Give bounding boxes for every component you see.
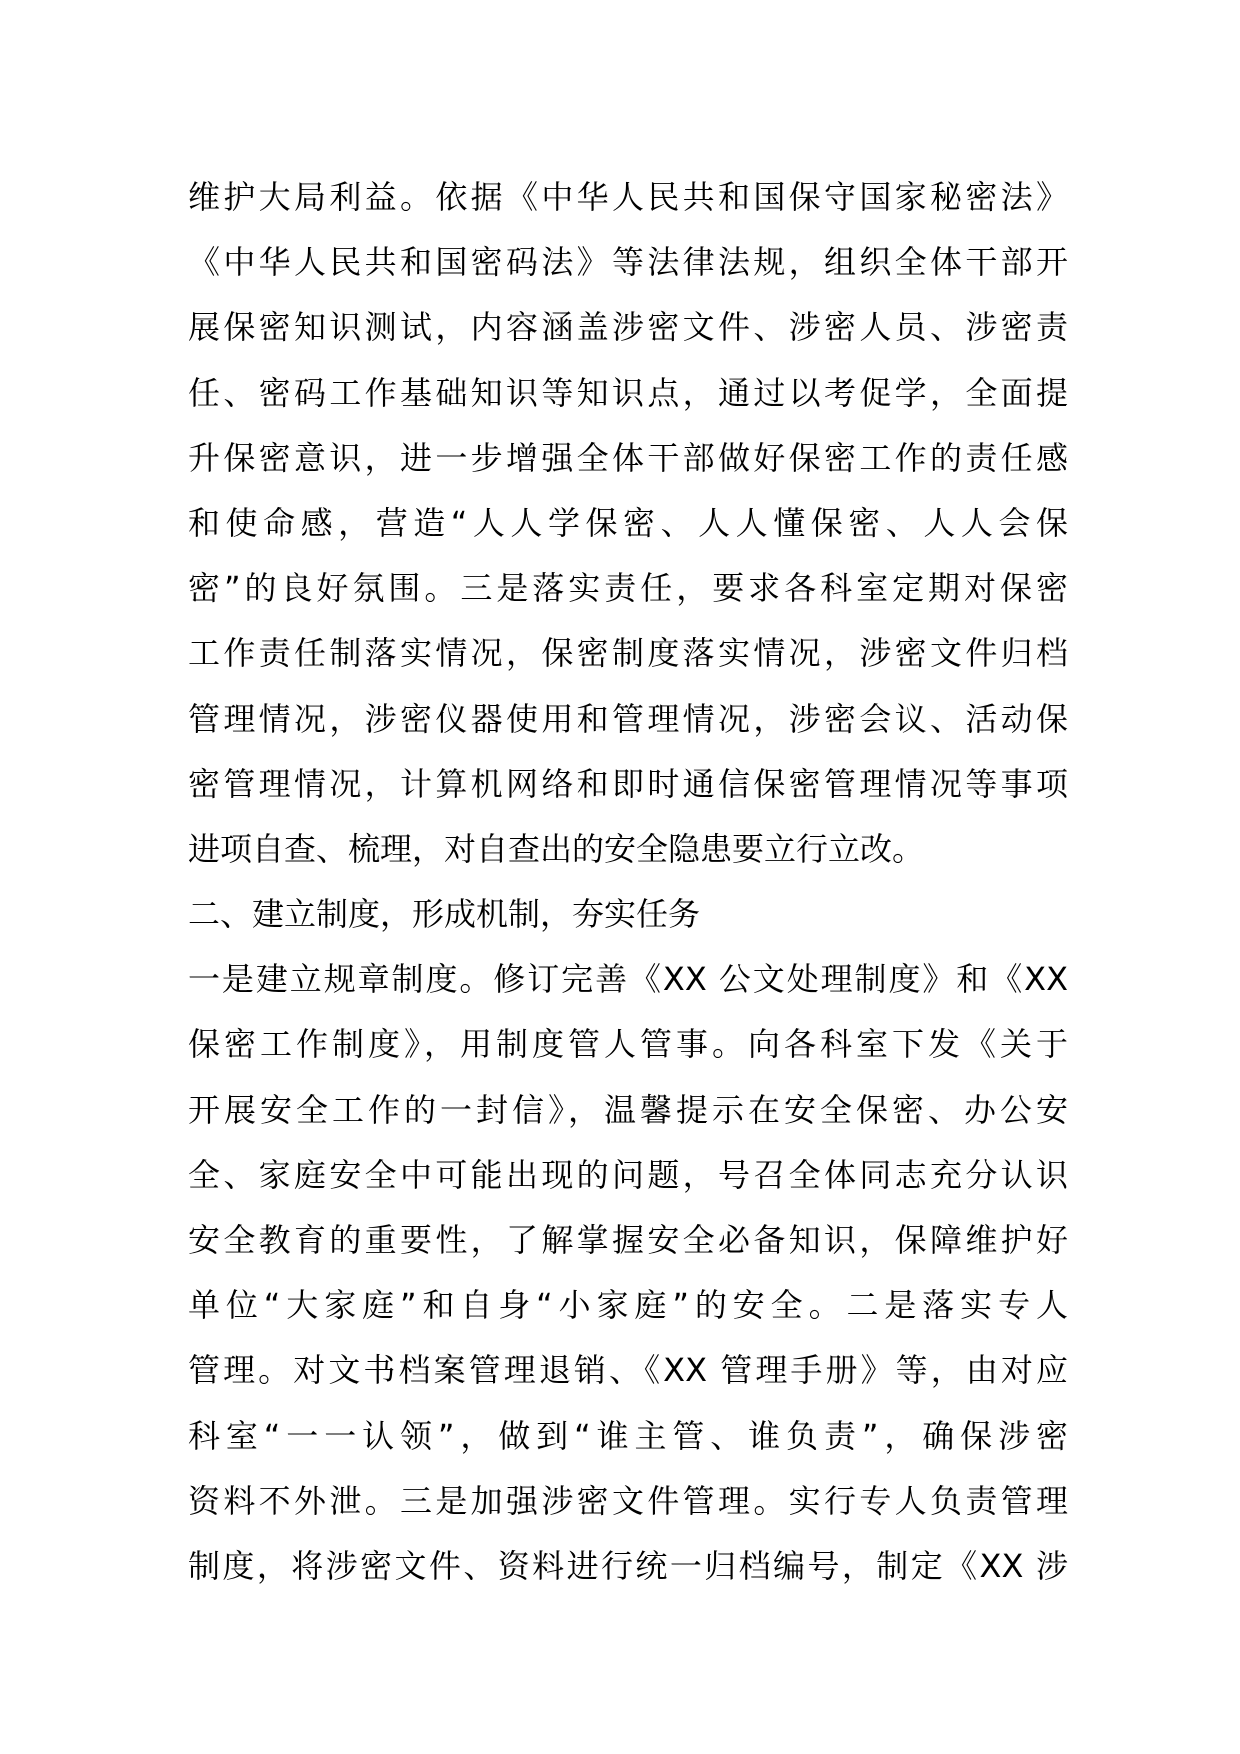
text-line: 任、密码工作基础知识等知识点，通过以考促学，全面提 bbox=[188, 373, 1068, 412]
text-line: 安全教育的重要性，了解掌握安全必备知识，保障维护好 bbox=[188, 1221, 1068, 1259]
text-line: 保密工作制度》，用制度管人管事。向各科室下发《关于 bbox=[188, 1025, 1068, 1064]
text-line: 展保密知识测试，内容涵盖涉密文件、涉密人员、涉密责 bbox=[188, 308, 1068, 347]
text-line: 维护大局利益。依据《中华人民共和国保守国家秘密法》 bbox=[188, 178, 1068, 216]
text-line: 制度，将涉密文件、资料进行统一归档编号，制定《XX 涉 bbox=[188, 1546, 1068, 1585]
text-line: 管理。对文书档案管理退销、《XX 管理手册》等，由对应 bbox=[188, 1351, 1068, 1390]
text-line: 密管理情况，计算机网络和即时通信保密管理情况等事项 bbox=[188, 764, 1068, 803]
text-line: 单位“大家庭”和自身“小家庭”的安全。二是落实专人 bbox=[188, 1286, 1068, 1325]
text-line: 管理情况，涉密仪器使用和管理情况，涉密会议、活动保 bbox=[188, 699, 1068, 738]
text-line: 一是建立规章制度。修订完善《XX 公文处理制度》和《XX bbox=[188, 960, 1068, 999]
text-line: 开展安全工作的一封信》，温馨提示在安全保密、办公安 bbox=[188, 1090, 1068, 1129]
text-line: 升保密意识，进一步增强全体干部做好保密工作的责任感 bbox=[188, 438, 1068, 477]
text-line: 资料不外泄。三是加强涉密文件管理。实行专人负责管理 bbox=[188, 1481, 1068, 1520]
text-line: 密”的良好氛围。三是落实责任，要求各科室定期对保密 bbox=[188, 569, 1068, 608]
text-line: 进项自查、梳理，对自查出的安全隐患要立行立改。 bbox=[188, 829, 925, 868]
text-line: 科室“一一认领”，做到“谁主管、谁负责”，确保涉密 bbox=[188, 1416, 1068, 1455]
text-line: 《中华人民共和国密码法》等法律法规，组织全体干部开 bbox=[188, 243, 1068, 282]
text-line: 二、建立制度，形成机制，夯实任务 bbox=[188, 895, 701, 934]
text-line: 全、家庭安全中可能出现的问题，号召全体同志充分认识 bbox=[188, 1155, 1068, 1194]
body-text bbox=[188, 165, 1068, 1599]
text-line: 和使命感，营造“人人学保密、人人懂保密、人人会保 bbox=[188, 503, 1068, 542]
text-line: 工作责任制落实情况，保密制度落实情况，涉密文件归档 bbox=[188, 634, 1068, 673]
